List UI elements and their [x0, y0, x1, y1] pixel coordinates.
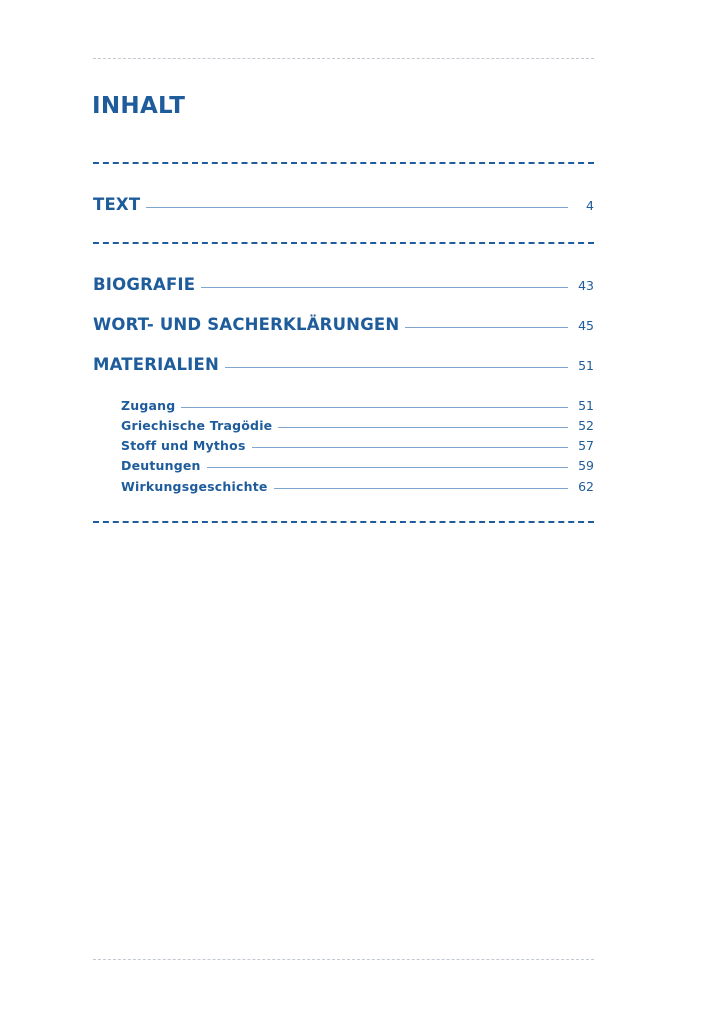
- toc-subentry-label: Deutungen: [121, 458, 201, 473]
- toc-leader-line: [274, 488, 568, 489]
- toc-page-number: 62: [578, 479, 594, 494]
- toc-entry-label: BIOGRAFIE: [93, 275, 196, 294]
- page-title: INHALT: [92, 93, 186, 119]
- toc-page-number: 51: [578, 398, 594, 413]
- toc-page-number: 51: [578, 358, 594, 373]
- toc-page-number: 43: [578, 278, 594, 293]
- bottom-dashed-rule: [93, 959, 594, 960]
- toc-subentry-deutungen[interactable]: [121, 458, 594, 476]
- toc-entry-label: MATERIALIEN: [93, 355, 219, 374]
- toc-page-number: 57: [578, 438, 594, 453]
- toc-leader-line: [278, 427, 568, 428]
- toc-leader-line: [201, 287, 568, 288]
- toc-leader-line: [181, 407, 568, 408]
- toc-leader-line: [252, 447, 568, 448]
- toc-subentry-zugang[interactable]: [121, 398, 594, 416]
- section-divider: [93, 242, 594, 244]
- toc-subentry-label: Griechische Tragödie: [121, 418, 273, 433]
- toc-leader-line: [207, 467, 568, 468]
- toc-page-number: 52: [578, 418, 594, 433]
- toc-entry-text[interactable]: [93, 195, 594, 219]
- section-divider: [93, 162, 594, 164]
- toc-subentry-wirkungsgeschichte[interactable]: [121, 479, 594, 497]
- toc-subentry-stoff-und-mythos[interactable]: [121, 438, 594, 456]
- toc-leader-line: [405, 327, 568, 328]
- toc-subentry-label: Stoff und Mythos: [121, 438, 246, 453]
- top-dashed-rule: [93, 58, 594, 59]
- toc-subentry-griechische-tragoedie[interactable]: [121, 418, 594, 436]
- toc-entry-wort-und-sacherklaerungen[interactable]: [93, 315, 594, 339]
- toc-leader-line: [225, 367, 568, 368]
- section-divider: [93, 521, 594, 523]
- toc-page-number: 45: [578, 318, 594, 333]
- toc-subentry-label: Wirkungsgeschichte: [121, 479, 268, 494]
- toc-entry-materialien[interactable]: [93, 355, 594, 379]
- toc-page-number: 4: [586, 198, 594, 213]
- toc-entry-label: TEXT: [93, 195, 141, 214]
- toc-leader-line: [146, 207, 568, 208]
- toc-entry-label: WORT- UND SACHERKLÄRUNGEN: [93, 315, 400, 334]
- toc-page-number: 59: [578, 458, 594, 473]
- toc-subentry-label: Zugang: [121, 398, 176, 413]
- toc-entry-biografie[interactable]: [93, 275, 594, 299]
